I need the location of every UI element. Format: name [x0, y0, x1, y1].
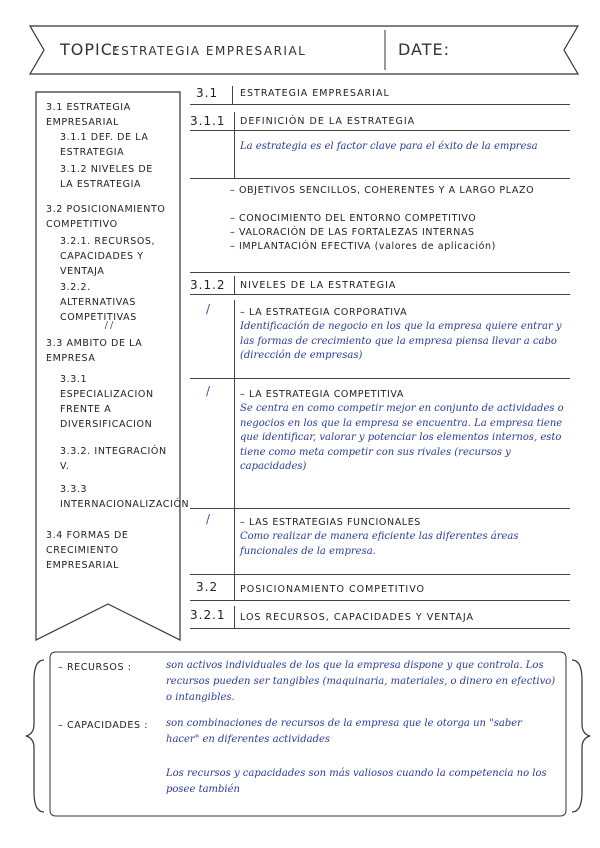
objective-bullet-4: – IMPLANTACIÓN EFECTIVA (valores de aplicación) — [230, 241, 496, 252]
sidebar-item-3-1-2: 3.1.2 NIVELES DE LA ESTRATEGIA — [60, 164, 153, 190]
sidebar-item-3-2: 3.2 POSICIONAMIENTO COMPETITIVO — [46, 204, 166, 230]
corporate-strategy-title: – LA ESTRATEGIA CORPORATIVA — [240, 307, 408, 318]
sidebar-item-3-2-2: 3.2.2. ALTERNATIVAS COMPETITIVAS — [60, 282, 137, 323]
section-3-1-1-title: DEFINICIÓN DE LA ESTRATEGIA — [240, 116, 416, 127]
left-brace — [26, 660, 44, 812]
sidebar-item-3-3: 3.3 AMBITO DE LA EMPRESA — [46, 338, 143, 364]
closing-text: Los recursos y capacidades son más valiosos cuando la competencia no los posee también — [166, 768, 547, 795]
section-3-2-rule — [234, 578, 235, 600]
rule-6 — [190, 378, 570, 379]
section-3-1-number: 3.1 — [196, 86, 219, 100]
sidebar-item-3-1-1: 3.1.1 DEF. DE LA ESTRATEGIA — [60, 132, 149, 158]
section-3-1-2-number: 3.1.2 — [190, 278, 226, 292]
section-3-1-1-rule — [234, 112, 235, 178]
sidebar-item-3-4: 3.4 FORMAS DE CRECIMIENTO EMPRESARIAL — [46, 530, 129, 571]
functional-strategy-title: – LAS ESTRATEGIAS FUNCIONALES — [240, 517, 421, 528]
competitive-strategy-text: Se centra en como competir mejor en conjunto de actividades o negocios en los que la empresa se encuentra. La empresa tiene que identificar, valorar y potenciar los elementos internos, esto tiene como meta competir con sus rivales (recursos y capacidades) — [240, 403, 564, 472]
sidebar-item-3-2-1: 3.2.1. RECURSOS, CAPACIDADES Y VENTAJA — [60, 236, 156, 277]
sidebar-item-3-1: 3.1 ESTRATEGIA EMPRESARIAL — [46, 102, 131, 128]
section-3-2-number: 3.2 — [196, 580, 219, 594]
sidebar-item-3-3-1: 3.3.1 ESPECIALIZACION FRENTE A DIVERSIFICACION — [60, 374, 154, 430]
section-3-2-1-number: 3.2.1 — [190, 608, 226, 622]
capacidades-label: – CAPACIDADES : — [58, 720, 149, 731]
recursos-text: son activos individuales de los que la empresa dispone y que controla. Los recursos pueden ser tangibles (maquinaria, materiales, o dinero en efectivo) o intangibles. — [166, 660, 556, 703]
functional-strategy-text: Como realizar de manera eficiente las diferentes áreas funcionales de la empresa. — [240, 531, 519, 557]
recursos-label: – RECURSOS : — [58, 662, 132, 673]
rule-5 — [190, 294, 570, 295]
rule-1 — [190, 104, 570, 105]
topic-label: TOPIC: — [60, 40, 120, 59]
section-3-2-1-rule — [234, 606, 235, 628]
objective-bullet-2: – CONOCIMIENTO DEL ENTORNO COMPETITIVO — [230, 213, 477, 224]
check-mark-icon: / — [206, 512, 211, 526]
sidebar-item-3-3-3: 3.3.3 INTERNACIONALIZACIÓN — [60, 484, 190, 510]
section-3-1-2-title: NIVELES DE LA ESTRATEGIA — [240, 280, 397, 291]
levels-rule — [234, 300, 235, 580]
rule-3 — [190, 178, 570, 179]
check-mark-icon: / — [206, 302, 211, 316]
sidebar-divider: // — [104, 320, 116, 331]
corporate-strategy-text: Identificación de negocio en los que la empresa quiere entrar y las formas de crecimiento que la empresa piensa llevar a cabo (dirección de empresas) — [240, 321, 562, 361]
section-3-2-title: POSICIONAMIENTO COMPETITIVO — [240, 584, 426, 595]
objective-bullet-1: – OBJETIVOS SENCILLOS, COHERENTES Y A LARGO PLAZO — [230, 185, 535, 196]
right-brace — [572, 660, 590, 812]
rule-10 — [190, 628, 570, 629]
section-3-2-1-title: LOS RECURSOS, CAPACIDADES Y VENTAJA — [240, 612, 475, 623]
rule-9 — [190, 600, 570, 601]
section-3-1-1-number: 3.1.1 — [190, 114, 226, 128]
sidebar-item-3-3-2: 3.3.2. INTEGRACIÓN V. — [60, 446, 167, 472]
competitive-strategy-title: – LA ESTRATEGIA COMPETITIVA — [240, 389, 404, 400]
check-mark-icon: / — [206, 384, 211, 398]
rule-8 — [190, 574, 570, 575]
section-3-1-rule — [232, 86, 233, 104]
section-3-1-2-rule — [234, 276, 235, 294]
rule-7 — [190, 508, 570, 509]
capacidades-text: son combinaciones de recursos de la empresa que le otorga un "saber hacer" en diferentes actividades — [166, 718, 522, 745]
topic-title: ESTRATEGIA EMPRESARIAL — [112, 44, 307, 58]
section-3-1-title: ESTRATEGIA EMPRESARIAL — [240, 88, 390, 99]
rule-2 — [190, 130, 570, 131]
definition-text: La estrategia es el factor clave para el éxito de la empresa — [240, 141, 538, 152]
objective-bullet-3: – VALORACIÓN DE LAS FORTALEZAS INTERNAS — [230, 227, 475, 238]
rule-4 — [190, 272, 570, 273]
date-label: DATE: — [398, 40, 451, 59]
